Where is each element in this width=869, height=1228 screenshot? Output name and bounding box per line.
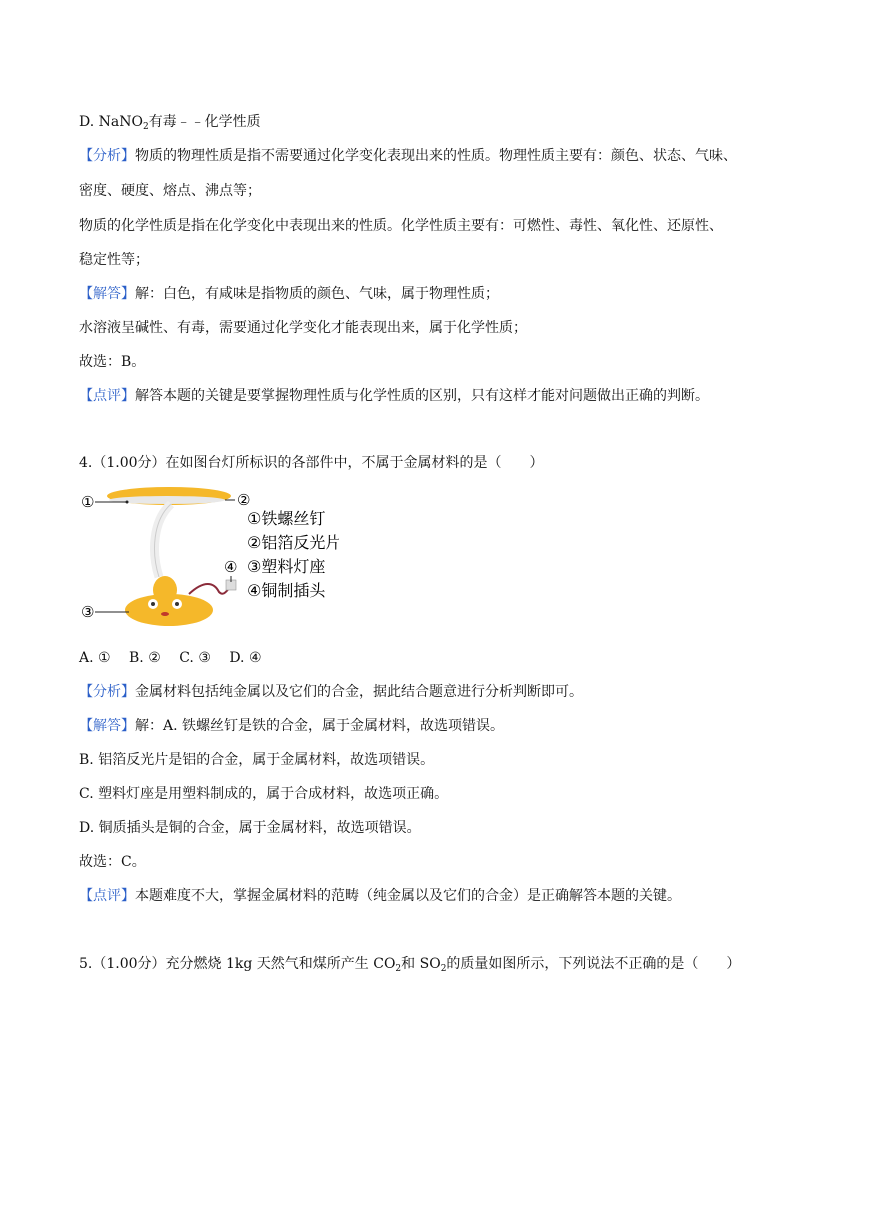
q4-stem: 4.（1.00分）在如图台灯所标识的各部件中，不属于金属材料的是（ ） [79,455,544,471]
analysis-tag: 【分析】 [79,148,135,164]
q3-analysis-text-1: 物质的物理性质是指不需要通过化学变化表现出来的性质。物理性质主要有：颜色、状态、气味、 [135,148,737,164]
q3-analysis-line-4: 稳定性等； [79,252,149,268]
marker-3: ③ [81,603,95,621]
q3-comment [79,386,709,406]
q5-stem-mid: 和 SO [401,956,441,972]
desk-lamp-figure [79,482,339,632]
q3-choice: 故选：B。 [79,354,146,370]
q4-answer-d: D. 铜质插头是铜的合金，属于金属材料，故选项错误。 [79,820,421,836]
q3-option-d-post: 有毒﹣﹣化学性质 [148,114,261,130]
legend-label-4: ④铜制插头 [247,581,326,600]
q4-analysis [79,682,583,702]
marker-4: ④ [224,558,238,576]
q5-stem-post: 的质量如图所示，下列说法不正确的是（ ） [446,956,741,972]
q3-analysis-line-3: 物质的化学性质是指在化学变化中表现出来的性质。化学性质主要有：可燃性、毒性、氧化性、还原性、 [79,218,723,234]
q5-stem-pre: 5.（1.00分）充分燃烧 1kg 天然气和煤所产生 CO [79,956,396,972]
q3-option-d-pre: D. NaNO [79,114,143,130]
q4-comment [79,886,681,906]
q3-comment-text: 解答本题的关键是要掌握物理性质与化学性质的区别，只有这样才能对问题做出正确的判断。 [135,388,709,404]
q4-answer-a [79,716,504,736]
q3-option-d-sub: 2 [142,122,149,132]
q3-answer-line-1 [79,284,499,304]
q5-stem-sub-2: 2 [440,964,447,974]
q3-option-d [79,112,261,132]
analysis-tag: 【分析】 [79,684,135,700]
q5-stem [79,954,740,974]
q3-answer-line-2: 水溶液呈碱性、有毒，需要通过化学变化才能表现出来，属于化学性质； [79,320,527,336]
comment-tag: 【点评】 [79,388,135,404]
answer-tag: 【解答】 [79,286,135,302]
marker-1: ① [81,493,95,511]
desk-lamp-illustration [79,482,339,632]
q4-answer-c: C. 塑料灯座是用塑料制成的，属于合成材料，故选项正确。 [79,786,449,802]
q4-answer-a-text: 解：A. 铁螺丝钉是铁的合金，属于金属材料，故选项错误。 [135,718,505,734]
marker-2: ② [237,491,251,509]
legend-label-1: ①铁螺丝钉 [247,509,326,528]
answer-tag: 【解答】 [79,718,135,734]
q4-comment-text: 本题难度不大，掌握金属材料的范畴（纯金属以及它们的合金）是正确解答本题的关键。 [135,888,681,904]
lamp-cord [189,584,231,594]
q4-analysis-text: 金属材料包括纯金属以及它们的合金，据此结合题意进行分析判断即可。 [135,684,583,700]
legend-label-3: ③塑料灯座 [247,557,326,576]
q3-analysis-line-2: 密度、硬度、熔点、沸点等； [79,183,261,199]
q5-stem-sub-1: 2 [395,964,402,974]
q4-choice: 故选：C。 [79,854,146,870]
q3-analysis-line-1 [79,146,737,166]
q4-answer-b: B. 铝箔反光片是铝的合金，属于金属材料，故选项错误。 [79,752,435,768]
q3-answer-text-1: 解：白色，有咸味是指物质的颜色、气味，属于物理性质； [135,286,499,302]
q4-options: A. ① B. ② C. ③ D. ④ [79,650,262,666]
legend-label-2: ②铝箔反光片 [247,533,339,552]
comment-tag: 【点评】 [79,888,135,904]
